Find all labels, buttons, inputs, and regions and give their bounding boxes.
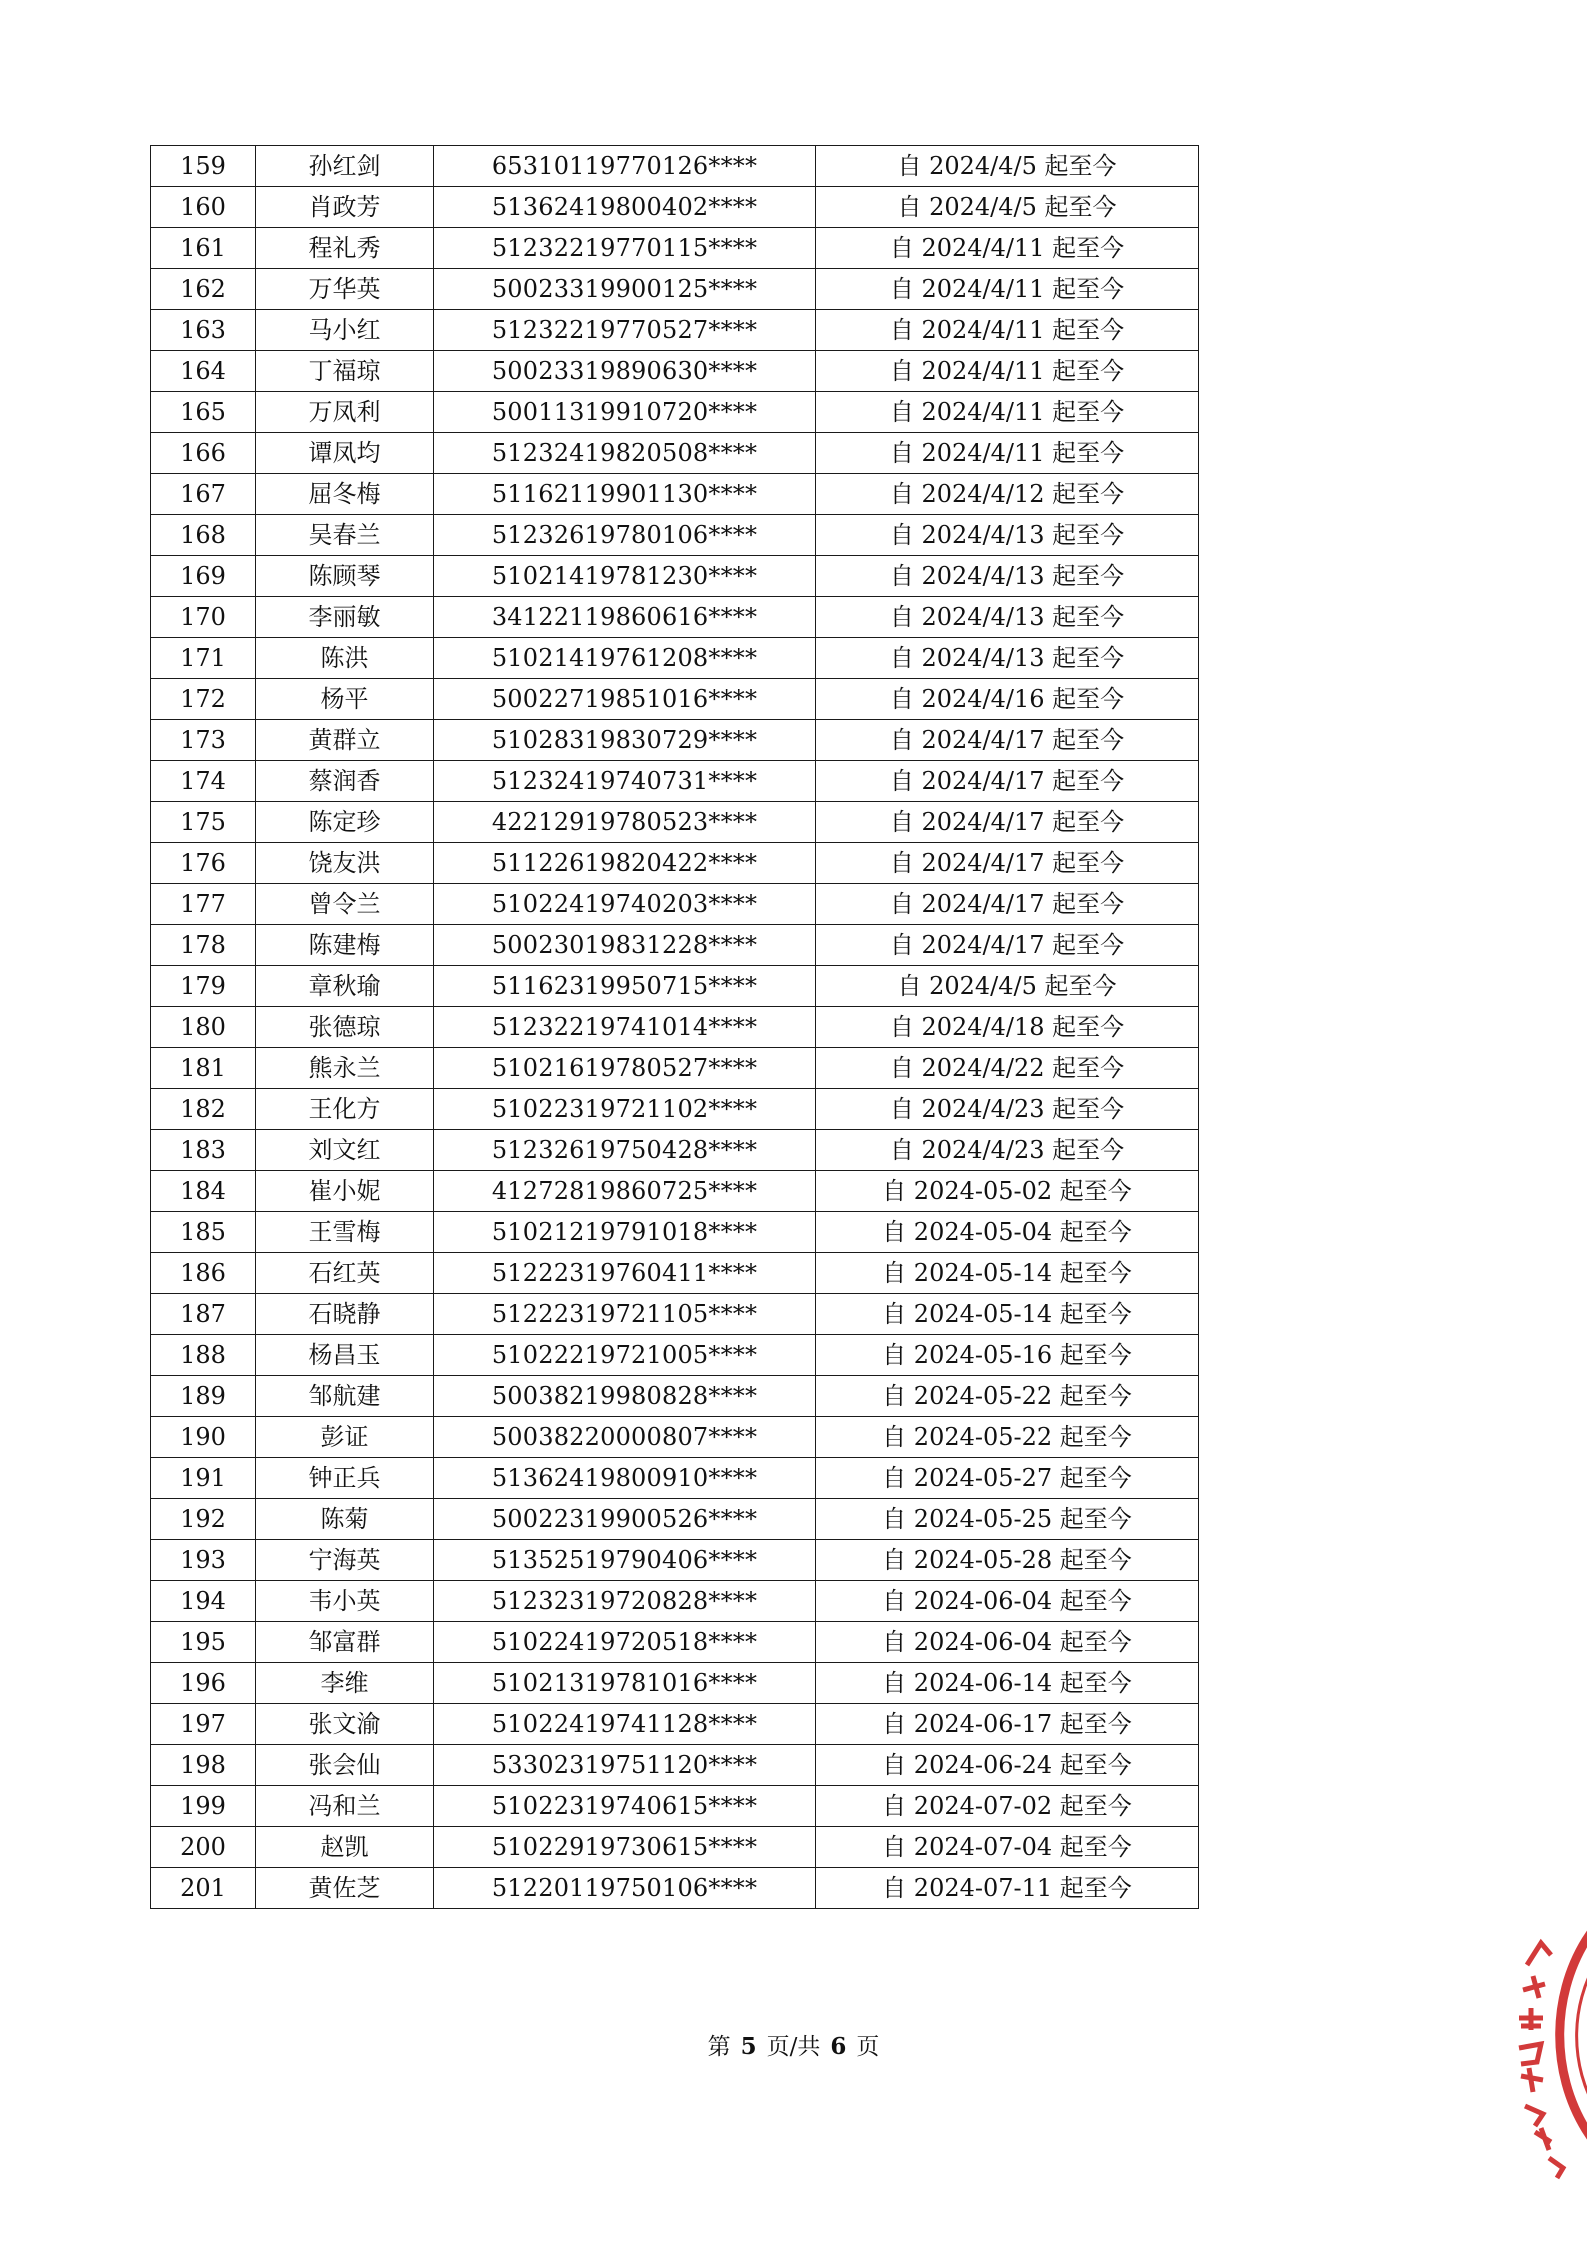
row-number-cell: 186 [151, 1253, 256, 1294]
row-number-cell: 182 [151, 1089, 256, 1130]
table-row [151, 1417, 1199, 1458]
row-period-cell: 自 2024/4/17 起至今 [816, 761, 1199, 802]
row-id-number-cell: 51162119901130**** [434, 474, 816, 515]
row-number-cell: 172 [151, 679, 256, 720]
row-number-cell: 173 [151, 720, 256, 761]
row-period-cell: 自 2024/4/11 起至今 [816, 392, 1199, 433]
row-name-cell: 邹富群 [256, 1622, 434, 1663]
row-period-cell: 自 2024-07-02 起至今 [816, 1786, 1199, 1827]
row-id-number-cell: 51232619780106**** [434, 515, 816, 556]
table-row [151, 351, 1199, 392]
row-period-cell: 自 2024/4/17 起至今 [816, 884, 1199, 925]
row-period-cell: 自 2024/4/23 起至今 [816, 1089, 1199, 1130]
row-id-number-cell: 51162319950715**** [434, 966, 816, 1007]
table-row [151, 1089, 1199, 1130]
table-row [151, 1458, 1199, 1499]
row-id-number-cell: 51222319760411**** [434, 1253, 816, 1294]
table-row [151, 146, 1199, 187]
row-id-number-cell: 51362419800910**** [434, 1458, 816, 1499]
row-number-cell: 164 [151, 351, 256, 392]
row-name-cell: 赵凯 [256, 1827, 434, 1868]
row-id-number-cell: 51232619750428**** [434, 1130, 816, 1171]
row-period-cell: 自 2024-06-24 起至今 [816, 1745, 1199, 1786]
row-name-cell: 陈建梅 [256, 925, 434, 966]
row-number-cell: 159 [151, 146, 256, 187]
row-id-number-cell: 51022919730615**** [434, 1827, 816, 1868]
row-name-cell: 张文渝 [256, 1704, 434, 1745]
row-period-cell: 自 2024/4/5 起至今 [816, 146, 1199, 187]
row-name-cell: 张德琼 [256, 1007, 434, 1048]
table-row [151, 1253, 1199, 1294]
row-number-cell: 188 [151, 1335, 256, 1376]
table-row [151, 1048, 1199, 1089]
row-name-cell: 熊永兰 [256, 1048, 434, 1089]
row-id-number-cell: 50011319910720**** [434, 392, 816, 433]
row-name-cell: 王雪梅 [256, 1212, 434, 1253]
row-name-cell: 陈定珍 [256, 802, 434, 843]
row-number-cell: 161 [151, 228, 256, 269]
row-number-cell: 167 [151, 474, 256, 515]
row-id-number-cell: 53302319751120**** [434, 1745, 816, 1786]
row-period-cell: 自 2024-07-11 起至今 [816, 1868, 1199, 1909]
row-number-cell: 176 [151, 843, 256, 884]
table-row [151, 1294, 1199, 1335]
row-id-number-cell: 51021619780527**** [434, 1048, 816, 1089]
footer-middle: 页/共 [766, 2034, 821, 2060]
row-id-number-cell: 51021419761208**** [434, 638, 816, 679]
row-name-cell: 黄佐芝 [256, 1868, 434, 1909]
official-seal-stamp [1505, 1870, 1587, 2200]
row-period-cell: 自 2024/4/13 起至今 [816, 638, 1199, 679]
row-id-number-cell: 51022319740615**** [434, 1786, 816, 1827]
row-number-cell: 189 [151, 1376, 256, 1417]
row-number-cell: 170 [151, 597, 256, 638]
table-row [151, 761, 1199, 802]
seal-outer-arc [1560, 1880, 1587, 2190]
row-number-cell: 201 [151, 1868, 256, 1909]
row-period-cell: 自 2024-06-04 起至今 [816, 1581, 1199, 1622]
row-id-number-cell: 65310119770126**** [434, 146, 816, 187]
row-period-cell: 自 2024/4/13 起至今 [816, 597, 1199, 638]
row-number-cell: 166 [151, 433, 256, 474]
footer-total-pages: 6 [830, 2033, 847, 2060]
row-period-cell: 自 2024/4/11 起至今 [816, 351, 1199, 392]
table-row [151, 187, 1199, 228]
row-period-cell: 自 2024/4/11 起至今 [816, 433, 1199, 474]
row-name-cell: 王化方 [256, 1089, 434, 1130]
row-id-number-cell: 51022419720518**** [434, 1622, 816, 1663]
table-row [151, 1868, 1199, 1909]
row-period-cell: 自 2024/4/11 起至今 [816, 310, 1199, 351]
row-name-cell: 陈顾琴 [256, 556, 434, 597]
row-name-cell: 彭证 [256, 1417, 434, 1458]
row-number-cell: 193 [151, 1540, 256, 1581]
seal-lettering-marks [1519, 1943, 1563, 2178]
row-id-number-cell: 51022419741128**** [434, 1704, 816, 1745]
row-id-number-cell: 50022719851016**** [434, 679, 816, 720]
table-row [151, 925, 1199, 966]
row-id-number-cell: 51022319721102**** [434, 1089, 816, 1130]
table-row [151, 556, 1199, 597]
roster-table-body [151, 146, 1199, 1909]
row-period-cell: 自 2024-05-28 起至今 [816, 1540, 1199, 1581]
table-row [151, 269, 1199, 310]
row-period-cell: 自 2024/4/17 起至今 [816, 720, 1199, 761]
row-number-cell: 160 [151, 187, 256, 228]
table-row [151, 597, 1199, 638]
row-number-cell: 179 [151, 966, 256, 1007]
row-id-number-cell: 51028319830729**** [434, 720, 816, 761]
footer-suffix: 页 [856, 2034, 880, 2060]
row-period-cell: 自 2024/4/23 起至今 [816, 1130, 1199, 1171]
row-id-number-cell: 50023319890630**** [434, 351, 816, 392]
row-name-cell: 马小红 [256, 310, 434, 351]
row-period-cell: 自 2024/4/5 起至今 [816, 966, 1199, 1007]
row-period-cell: 自 2024/4/18 起至今 [816, 1007, 1199, 1048]
row-period-cell: 自 2024-05-14 起至今 [816, 1294, 1199, 1335]
table-row [151, 1827, 1199, 1868]
row-id-number-cell: 51021419781230**** [434, 556, 816, 597]
table-row [151, 966, 1199, 1007]
row-id-number-cell: 34122119860616**** [434, 597, 816, 638]
table-row [151, 474, 1199, 515]
table-row [151, 433, 1199, 474]
table-row [151, 843, 1199, 884]
row-number-cell: 191 [151, 1458, 256, 1499]
table-row [151, 884, 1199, 925]
row-name-cell: 谭凤均 [256, 433, 434, 474]
row-name-cell: 李维 [256, 1663, 434, 1704]
row-name-cell: 冯和兰 [256, 1786, 434, 1827]
row-number-cell: 183 [151, 1130, 256, 1171]
footer-current-page: 5 [740, 2033, 757, 2060]
table-row [151, 1130, 1199, 1171]
table-row [151, 638, 1199, 679]
row-number-cell: 190 [151, 1417, 256, 1458]
table-row [151, 720, 1199, 761]
row-period-cell: 自 2024/4/17 起至今 [816, 925, 1199, 966]
row-name-cell: 崔小妮 [256, 1171, 434, 1212]
row-id-number-cell: 51362419800402**** [434, 187, 816, 228]
row-number-cell: 181 [151, 1048, 256, 1089]
row-period-cell: 自 2024/4/22 起至今 [816, 1048, 1199, 1089]
row-name-cell: 李丽敏 [256, 597, 434, 638]
row-id-number-cell: 50038219980828**** [434, 1376, 816, 1417]
row-name-cell: 章秋瑜 [256, 966, 434, 1007]
row-number-cell: 197 [151, 1704, 256, 1745]
row-period-cell: 自 2024/4/13 起至今 [816, 556, 1199, 597]
row-id-number-cell: 51232419740731**** [434, 761, 816, 802]
row-id-number-cell: 51232419820508**** [434, 433, 816, 474]
row-period-cell: 自 2024/4/17 起至今 [816, 802, 1199, 843]
row-number-cell: 200 [151, 1827, 256, 1868]
row-name-cell: 邹航建 [256, 1376, 434, 1417]
row-period-cell: 自 2024/4/5 起至今 [816, 187, 1199, 228]
row-id-number-cell: 50038220000807**** [434, 1417, 816, 1458]
row-id-number-cell: 51232219770115**** [434, 228, 816, 269]
row-name-cell: 屈冬梅 [256, 474, 434, 515]
row-name-cell: 张会仙 [256, 1745, 434, 1786]
row-name-cell: 孙红剑 [256, 146, 434, 187]
table-row [151, 802, 1199, 843]
row-name-cell: 陈菊 [256, 1499, 434, 1540]
row-period-cell: 自 2024/4/11 起至今 [816, 228, 1199, 269]
row-name-cell: 丁福琼 [256, 351, 434, 392]
row-period-cell: 自 2024-06-04 起至今 [816, 1622, 1199, 1663]
row-id-number-cell: 41272819860725**** [434, 1171, 816, 1212]
row-number-cell: 168 [151, 515, 256, 556]
row-number-cell: 175 [151, 802, 256, 843]
row-number-cell: 180 [151, 1007, 256, 1048]
row-id-number-cell: 51022419740203**** [434, 884, 816, 925]
table-row [151, 515, 1199, 556]
row-name-cell: 肖政芳 [256, 187, 434, 228]
row-name-cell: 石晓静 [256, 1294, 434, 1335]
row-period-cell: 自 2024-05-16 起至今 [816, 1335, 1199, 1376]
row-name-cell: 杨平 [256, 679, 434, 720]
row-number-cell: 177 [151, 884, 256, 925]
table-row [151, 1581, 1199, 1622]
table-row [151, 1786, 1199, 1827]
row-name-cell: 韦小英 [256, 1581, 434, 1622]
table-row [151, 310, 1199, 351]
table-row [151, 392, 1199, 433]
row-period-cell: 自 2024/4/16 起至今 [816, 679, 1199, 720]
row-id-number-cell: 50023019831228**** [434, 925, 816, 966]
row-number-cell: 178 [151, 925, 256, 966]
table-row [151, 1499, 1199, 1540]
table-row [151, 1540, 1199, 1581]
row-id-number-cell: 51122619820422**** [434, 843, 816, 884]
row-period-cell: 自 2024/4/17 起至今 [816, 843, 1199, 884]
row-period-cell: 自 2024-06-14 起至今 [816, 1663, 1199, 1704]
row-number-cell: 194 [151, 1581, 256, 1622]
row-id-number-cell: 51352519790406**** [434, 1540, 816, 1581]
row-number-cell: 196 [151, 1663, 256, 1704]
row-name-cell: 程礼秀 [256, 228, 434, 269]
row-period-cell: 自 2024-05-27 起至今 [816, 1458, 1199, 1499]
row-id-number-cell: 42212919780523**** [434, 802, 816, 843]
row-name-cell: 陈洪 [256, 638, 434, 679]
table-row [151, 1171, 1199, 1212]
table-row [151, 1007, 1199, 1048]
table-row [151, 228, 1199, 269]
row-name-cell: 宁海英 [256, 1540, 434, 1581]
row-period-cell: 自 2024-06-17 起至今 [816, 1704, 1199, 1745]
row-id-number-cell: 51222319721105**** [434, 1294, 816, 1335]
row-number-cell: 169 [151, 556, 256, 597]
row-period-cell: 自 2024/4/13 起至今 [816, 515, 1199, 556]
row-name-cell: 石红英 [256, 1253, 434, 1294]
row-name-cell: 饶友洪 [256, 843, 434, 884]
row-id-number-cell: 51232219741014**** [434, 1007, 816, 1048]
row-number-cell: 185 [151, 1212, 256, 1253]
row-id-number-cell: 51220119750106**** [434, 1868, 816, 1909]
row-name-cell: 万凤利 [256, 392, 434, 433]
row-period-cell: 自 2024-05-04 起至今 [816, 1212, 1199, 1253]
table-row [151, 1622, 1199, 1663]
table-row [151, 1704, 1199, 1745]
roster-table [150, 145, 1199, 1909]
row-number-cell: 198 [151, 1745, 256, 1786]
row-period-cell: 自 2024-05-22 起至今 [816, 1417, 1199, 1458]
row-period-cell: 自 2024/4/11 起至今 [816, 269, 1199, 310]
row-period-cell: 自 2024-05-22 起至今 [816, 1376, 1199, 1417]
row-id-number-cell: 51232219770527**** [434, 310, 816, 351]
row-period-cell: 自 2024-05-02 起至今 [816, 1171, 1199, 1212]
row-period-cell: 自 2024/4/12 起至今 [816, 474, 1199, 515]
row-number-cell: 187 [151, 1294, 256, 1335]
row-number-cell: 165 [151, 392, 256, 433]
row-name-cell: 钟正兵 [256, 1458, 434, 1499]
table-row [151, 1745, 1199, 1786]
row-name-cell: 杨昌玉 [256, 1335, 434, 1376]
row-id-number-cell: 50023319900125**** [434, 269, 816, 310]
row-id-number-cell: 50022319900526**** [434, 1499, 816, 1540]
table-row [151, 1335, 1199, 1376]
row-name-cell: 吴春兰 [256, 515, 434, 556]
row-name-cell: 万华英 [256, 269, 434, 310]
table-row [151, 1376, 1199, 1417]
table-row [151, 1212, 1199, 1253]
row-name-cell: 黄群立 [256, 720, 434, 761]
page-footer [0, 2028, 1587, 2061]
row-number-cell: 192 [151, 1499, 256, 1540]
row-period-cell: 自 2024-05-14 起至今 [816, 1253, 1199, 1294]
row-id-number-cell: 51022219721005**** [434, 1335, 816, 1376]
row-number-cell: 163 [151, 310, 256, 351]
row-number-cell: 162 [151, 269, 256, 310]
row-number-cell: 195 [151, 1622, 256, 1663]
table-row [151, 679, 1199, 720]
row-id-number-cell: 51021319781016**** [434, 1663, 816, 1704]
row-number-cell: 184 [151, 1171, 256, 1212]
table-row [151, 1663, 1199, 1704]
row-number-cell: 199 [151, 1786, 256, 1827]
row-number-cell: 171 [151, 638, 256, 679]
footer-prefix: 第 [707, 2034, 731, 2060]
row-period-cell: 自 2024-05-25 起至今 [816, 1499, 1199, 1540]
row-id-number-cell: 51021219791018**** [434, 1212, 816, 1253]
row-name-cell: 刘文红 [256, 1130, 434, 1171]
row-period-cell: 自 2024-07-04 起至今 [816, 1827, 1199, 1868]
row-id-number-cell: 51232319720828**** [434, 1581, 816, 1622]
row-number-cell: 174 [151, 761, 256, 802]
row-name-cell: 曾令兰 [256, 884, 434, 925]
row-name-cell: 蔡润香 [256, 761, 434, 802]
